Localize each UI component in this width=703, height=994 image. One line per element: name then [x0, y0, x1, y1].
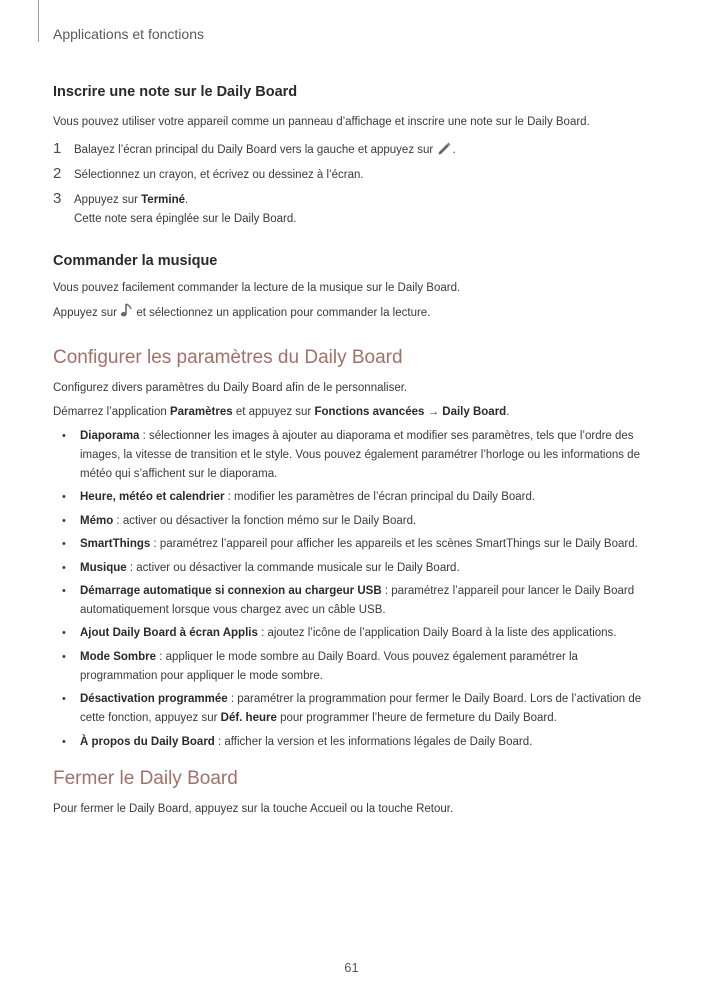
close-section-title: Fermer le Daily Board — [53, 767, 238, 789]
list-item — [53, 488, 653, 507]
step-number: 3 — [53, 190, 62, 207]
settings-intro: Configurez divers paramètres du Daily Board afin de le personnaliser. — [53, 382, 408, 394]
list-item — [53, 559, 653, 578]
step-text: Balayez l’écran principal du Daily Board vers la gauche et appuyez sur — [74, 144, 434, 156]
list-item — [53, 427, 653, 484]
bullet-icon: • — [62, 584, 66, 597]
advanced-features-label: Fonctions avancées — [314, 406, 425, 418]
list-item — [53, 512, 653, 531]
header-rule — [38, 0, 39, 42]
option-desc-cont: pour programmer l’heure de fermeture du Daily Board. — [276, 712, 557, 725]
bullet-icon: • — [62, 627, 66, 640]
option-name: Heure, météo et calendrier — [80, 491, 225, 504]
list-item — [53, 582, 653, 620]
list-item — [53, 535, 653, 554]
list-item — [53, 624, 653, 643]
option-name: Ajout Daily Board à écran Applis — [80, 627, 258, 640]
close-section-text: Pour fermer le Daily Board, appuyez sur la touche Accueil ou la touche Retour. — [53, 802, 454, 815]
pencil-icon — [436, 141, 452, 155]
option-desc: : paramétrer la programmation pour fermer le Daily Board. Lors de l’activation de cette fonction, appuyez sur — [80, 693, 642, 725]
step-text-pre: Appuyez sur — [74, 194, 142, 206]
list-item — [53, 733, 653, 752]
page-content — [53, 82, 653, 819]
bullet-icon: • — [62, 561, 66, 574]
page-number: 61 — [344, 960, 359, 975]
step-3 — [53, 191, 653, 229]
bullet-icon: • — [62, 693, 66, 706]
settings-launch-path — [53, 403, 653, 422]
step-text: Sélectionnez un crayon, et écrivez ou dessinez à l’écran. — [74, 169, 364, 181]
option-desc: : activer ou désactiver la fonction mémo sur le Daily Board. — [113, 514, 417, 527]
music-line2-pre: Appuyez sur — [53, 307, 121, 319]
list-item — [53, 648, 653, 686]
note-section-intro: Vous pouvez utiliser votre appareil comme un panneau d’affichage et inscrire une note sur le Daily Board. — [53, 116, 590, 128]
settings-section-title: Configurer les paramètres du Daily Board — [53, 347, 403, 368]
option-name: Démarrage automatique si connexion au chargeur USB — [80, 584, 382, 597]
bullet-icon: • — [62, 650, 66, 663]
done-label: Terminé — [141, 194, 186, 206]
music-line2-post: et sélectionnez un application pour commander la lecture. — [133, 307, 431, 319]
step-1 — [53, 141, 653, 160]
option-desc: : ajoutez l’icône de l’application Daily Board à la liste des applications. — [257, 627, 617, 640]
option-name: SmartThings — [80, 538, 151, 551]
music-note-icon — [120, 303, 133, 317]
step-2 — [53, 166, 653, 185]
bullet-icon: • — [62, 514, 66, 527]
bullet-icon: • — [62, 491, 66, 504]
option-desc: : paramétrez l’appareil pour lancer le Daily Board automatiquement lorsque vous chargez avec un câble USB. — [80, 584, 635, 616]
bullet-icon: • — [62, 735, 66, 748]
step-number: 1 — [53, 140, 62, 157]
settings-options-list — [53, 427, 653, 752]
option-desc: : paramétrez l’appareil pour afficher les appareils et les scènes SmartThings sur le Daily Board. — [150, 538, 638, 551]
daily-board-label: Daily Board — [442, 406, 507, 418]
option-desc: : appliquer le mode sombre au Daily Board. Vous pouvez également paramétrer la programmation pour appliquer le mode sombre. — [80, 650, 578, 682]
option-desc: : afficher la version et les informations légales de Daily Board. — [214, 735, 533, 748]
step-sub-text: Cette note sera épinglée sur le Daily Board. — [74, 213, 297, 225]
option-name: Diaporama — [80, 430, 140, 442]
set-time-label: Déf. heure — [220, 712, 277, 725]
option-name: Mémo — [80, 514, 114, 527]
section-header: Applications et fonctions — [53, 26, 204, 42]
option-desc: : sélectionner les images à ajouter au diaporama et modifier ses paramètres, tels que l’ordre des images, la vitesse de transition et le style. Vous pouvez également paramétrer l’horloge ou les informations de météo qui s’affichent sur le diaporama. — [80, 430, 640, 480]
step-text-post: . — [185, 194, 189, 206]
option-name: Musique — [80, 561, 127, 574]
option-desc: : modifier les paramètres de l’écran principal du Daily Board. — [224, 491, 536, 504]
option-name: Mode Sombre — [80, 650, 157, 663]
music-section-line1: Vous pouvez facilement commander la lecture de la musique sur le Daily Board. — [53, 282, 461, 294]
music-section-line2 — [53, 303, 653, 323]
bullet-icon: • — [62, 430, 66, 442]
list-item — [53, 690, 653, 728]
settings-app-name: Paramètres — [169, 406, 233, 418]
note-section-title: Inscrire une note sur le Daily Board — [53, 84, 298, 100]
step-number: 2 — [53, 165, 62, 182]
bullet-icon: • — [62, 538, 66, 551]
launch-mid: et appuyez sur — [232, 406, 315, 418]
launch-pre: Démarrez l’application — [53, 406, 170, 418]
step-text-end: . — [452, 144, 456, 156]
option-desc: : activer ou désactiver la commande musicale sur le Daily Board. — [126, 561, 460, 574]
option-name: À propos du Daily Board — [80, 735, 215, 748]
music-section-title: Commander la musique — [53, 253, 218, 269]
arrow-icon: → — [424, 406, 443, 418]
option-name: Désactivation programmée — [80, 693, 228, 706]
launch-end: . — [506, 406, 510, 418]
